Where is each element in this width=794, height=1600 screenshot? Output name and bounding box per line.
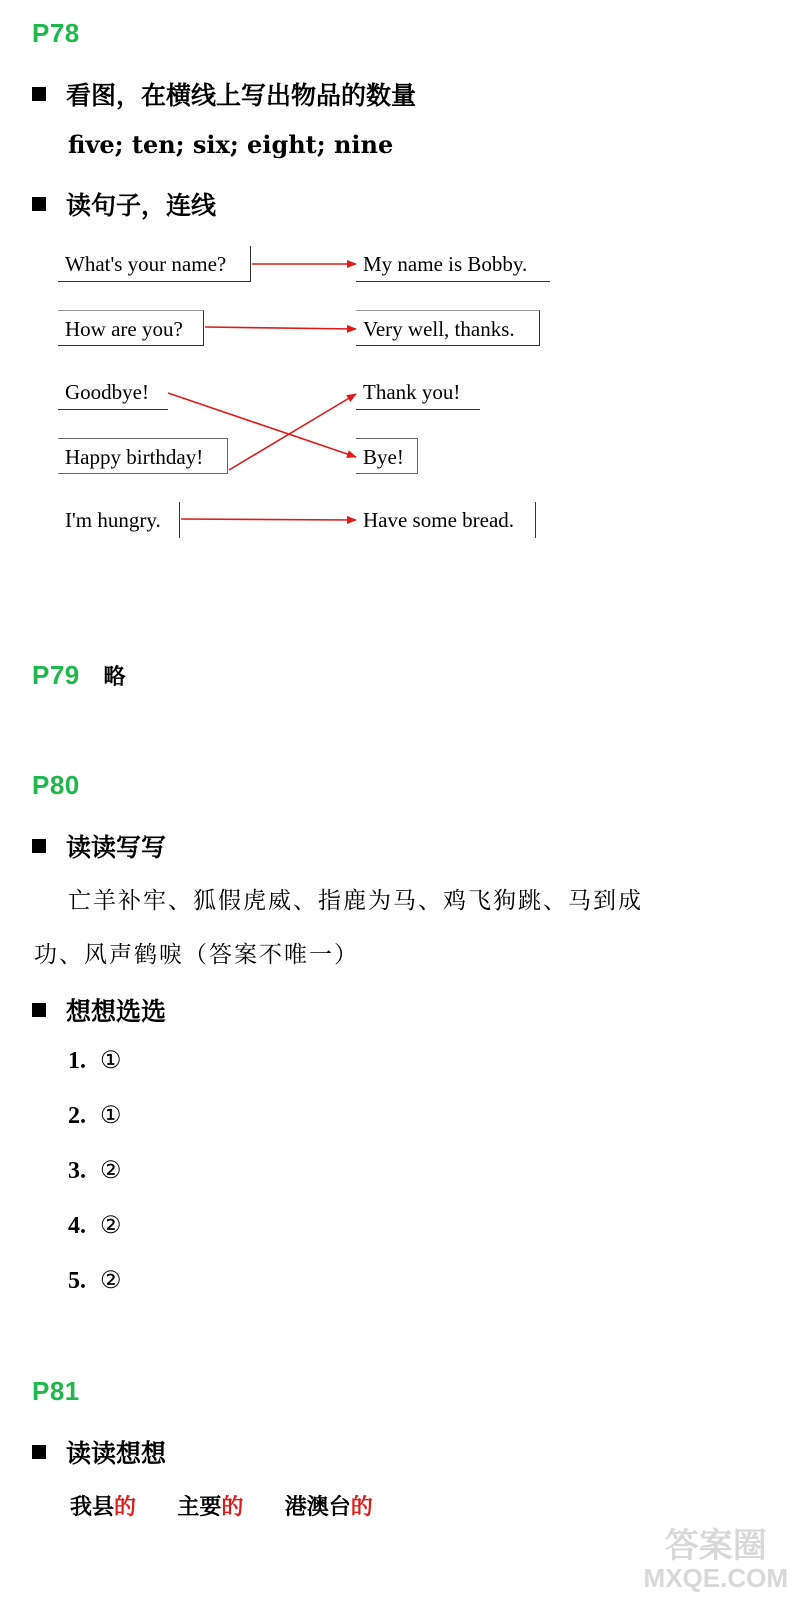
- choice-number: 5.: [68, 1268, 86, 1294]
- watermark-line2: MXQE.COM: [643, 1563, 788, 1593]
- phrase-marked: 的: [350, 1494, 373, 1520]
- match-right-4: Bye!: [356, 438, 418, 474]
- idiom-line-2: 功、风声鹤唳（答案不唯一）: [34, 942, 359, 968]
- phrase-text: 港澳台: [284, 1494, 351, 1520]
- choice-number: 1.: [68, 1048, 86, 1074]
- section-title: 读读写写: [66, 833, 167, 862]
- square-bullet-icon: [32, 1003, 46, 1017]
- section-read-think: [32, 1434, 166, 1470]
- choice-answer: ①: [100, 1048, 122, 1074]
- choice-item: [68, 1211, 122, 1240]
- section-think-choose: [32, 992, 166, 1028]
- section-read-write: [32, 828, 166, 864]
- phrase-marked: 的: [221, 1494, 244, 1520]
- match-left-1: What's your name?: [58, 246, 251, 282]
- watermark-line1: 答案圈: [664, 1526, 767, 1566]
- square-bullet-icon: [32, 839, 46, 853]
- page-label-p79: [32, 660, 126, 691]
- match-arrow-3: [168, 393, 356, 457]
- phrase-line: [70, 1490, 373, 1521]
- choice-answer: ②: [100, 1213, 122, 1239]
- choice-number: 2.: [68, 1103, 86, 1129]
- match-lines: [0, 0, 794, 600]
- page-label-p81: [32, 1376, 80, 1407]
- section-title: 看图，在横线上写出物品的数量: [66, 81, 417, 110]
- match-left-3: Goodbye!: [58, 374, 168, 410]
- match-arrow-2: [205, 327, 356, 329]
- match-left-5: I'm hungry.: [58, 502, 180, 538]
- choice-number: 3.: [68, 1158, 86, 1184]
- match-arrow-5: [181, 519, 356, 520]
- phrase-marked: 的: [114, 1494, 137, 1520]
- choice-item: [68, 1101, 122, 1130]
- match-right-2: Very well, thanks.: [356, 310, 540, 346]
- section-title: 读句子，连线: [66, 191, 217, 220]
- choice-answer: ②: [100, 1268, 122, 1294]
- page-label-p80: [32, 770, 80, 801]
- choice-answer: ②: [100, 1158, 122, 1184]
- match-left-2: How are you?: [58, 310, 204, 346]
- idiom-line-1: 亡羊补牢、狐假虎威、指鹿为马、鸡飞狗跳、马到成: [68, 888, 643, 914]
- match-right-1: My name is Bobby.: [356, 246, 550, 282]
- square-bullet-icon: [32, 1445, 46, 1459]
- match-left-4: Happy birthday!: [58, 438, 228, 474]
- p79-note: 略: [103, 665, 127, 690]
- choice-answer: ①: [100, 1103, 122, 1129]
- phrase-text: 主要: [177, 1494, 222, 1520]
- p79-label: P79: [32, 660, 80, 690]
- phrase-text: 我县: [70, 1494, 115, 1520]
- choice-item: [68, 1266, 122, 1295]
- choice-item: [68, 1046, 122, 1075]
- p81-label: P81: [32, 1376, 80, 1406]
- p80-label: P80: [32, 770, 80, 800]
- match-right-5: Have some bread.: [356, 502, 536, 538]
- match-arrow-4: [229, 394, 356, 470]
- match-right-3: Thank you!: [356, 374, 480, 410]
- choice-item: [68, 1156, 122, 1185]
- section-title: 想想选选: [66, 997, 167, 1026]
- section-title: 读读想想: [66, 1439, 167, 1468]
- watermark-logo: [644, 1518, 788, 1594]
- choice-number: 4.: [68, 1213, 86, 1239]
- count-answer: five; ten; six; eight; nine: [68, 130, 394, 159]
- p78-label: P78: [32, 18, 80, 48]
